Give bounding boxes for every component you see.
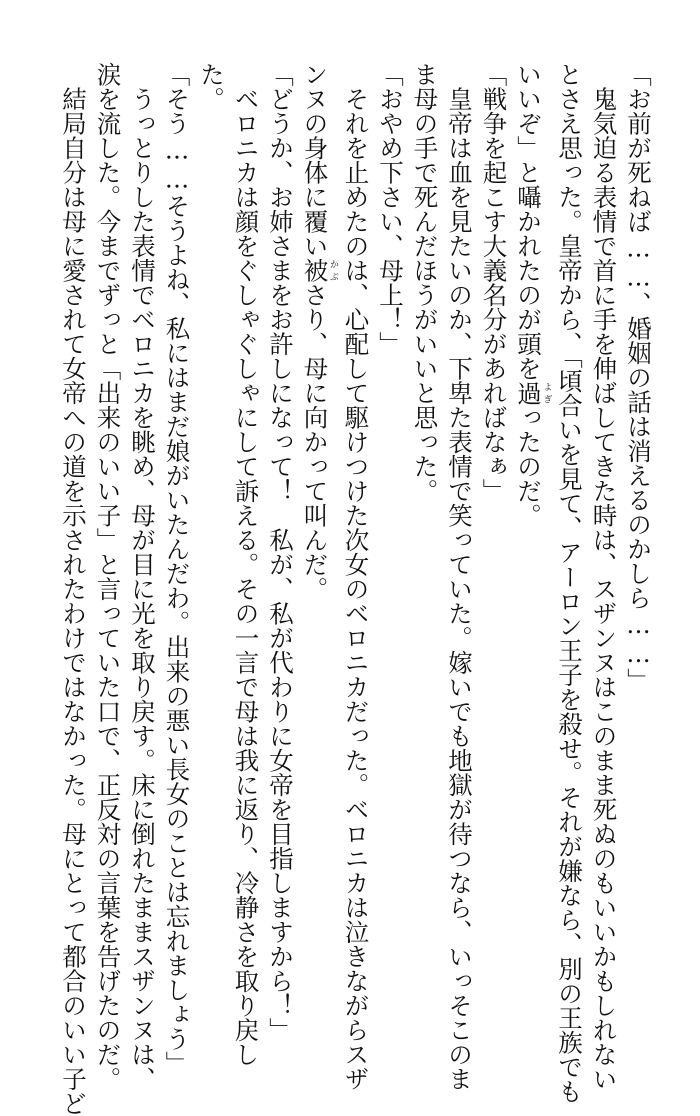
text-line-9: それを止めたのは、心配して駆けつけた次女のベロニカだった。ベロニカは泣きながらスザ bbox=[341, 62, 371, 1091]
text-line-11: 「どうか、お姉さまをお許しになって！ 私が、私が代わりに女帝を目指しますから！」 bbox=[266, 62, 295, 1042]
text-line-2: 鬼気迫る表情で首に手を伸ばしてきた時は、スザンヌはこのまま死ぬのもいいかもしれない bbox=[589, 62, 619, 1091]
ruby-kabu-reading: かぶ bbox=[328, 258, 338, 283]
text-line-5: 「戦争を起こす大義名分があればなぁ」 bbox=[479, 62, 509, 503]
ruby-yogi: 過よぎ bbox=[514, 380, 552, 405]
ruby-kabu: 被かぶ bbox=[300, 258, 338, 283]
text-line-12: ベロニカは顔をぐしゃぐしゃにして訴える。その一言で母は我に返り、冷静さを取り戻し bbox=[231, 62, 261, 1067]
text-line-1: 「お前が死ねば……、婚姻の話は消えるのかしら……」 bbox=[624, 62, 653, 693]
text-line-14: 「そう……そうよね、私にはまだ娘がいたんだわ。出来の悪い長女のことは忘れましょう」 bbox=[162, 62, 192, 1076]
text-line-10: ンヌの身体に覆い被かぶさり、母に向かって叫んだ。 bbox=[300, 62, 338, 601]
text-line-4: いいぞ」と囁かれたのが頭を過よぎったのだ。 bbox=[514, 62, 552, 528]
text-line-8: 「おやめ下さい、母上！」 bbox=[376, 62, 405, 356]
text-line-17: 結局自分は母に愛されて女帝への道を示されたわけではなかった。母にとって都合のいい子ど bbox=[59, 62, 88, 1116]
text-line-15: うっとりした表情でベロニカを眺め、母が目に光を取り戻す。床に倒れたままスザンヌは、 bbox=[128, 62, 157, 1091]
text-line-3: とさえ思った。皇帝から、「頃合いを見て、アーロン王子を殺せ。それが嫌なら、別の王族でも bbox=[555, 62, 584, 1104]
ruby-yogi-reading: よぎ bbox=[541, 380, 552, 405]
text-line-7: ま母の手で死んだほうがいいと思った。 bbox=[410, 62, 440, 503]
text-line-6: 皇帝は血を見たいのか、下卑た表情で笑っていた。嫁いでも地獄が待つなら、いっそこのま bbox=[445, 62, 474, 1091]
text-line-13: た。 bbox=[197, 62, 226, 111]
text-line-16: 涙を流した。今までずっと「出来のいい子」と言っていた口で、正反対の言葉を告げたのだ。 bbox=[93, 62, 123, 1091]
vertical-text-body bbox=[55, 62, 655, 1116]
